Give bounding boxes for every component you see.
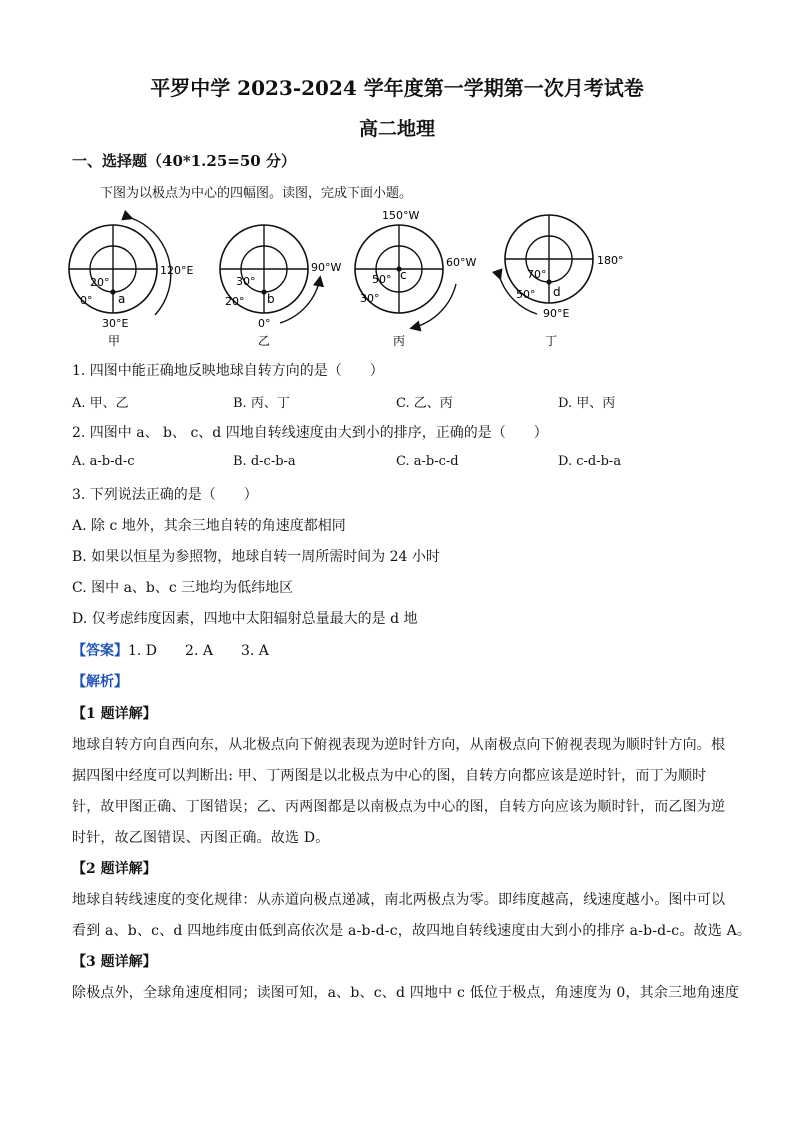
figure-intro: 下图为以极点为中心的四幅图。读图，完成下面小题。 [100, 186, 413, 201]
question-2-option-b: B. d-c-b-a [233, 454, 296, 469]
point-d-dot [546, 279, 551, 284]
answer-value: 1. D 2. A 3. A [128, 643, 269, 659]
label-jia-point: a [118, 292, 126, 306]
detail-1-line-2: 据四图中经度可以判断出: 甲、丁两图是以北极点为中心的图，自转方向都应该是逆时针，而丁为顺时 [72, 768, 707, 784]
label-yi-bottom: 0° [258, 317, 271, 330]
diagram-bing [355, 209, 476, 348]
caption-jia: 甲 [108, 334, 121, 348]
detail-2-line-1: 地球自转线速度的变化规律：从赤道向极点递减，南北两极点为零。即纬度越高，线速度越小。图中可以 [72, 892, 726, 908]
analysis-label: 【解析】 [72, 674, 128, 690]
rotation-arrow-bing [412, 284, 456, 328]
detail-1-line-4: 时针，故乙图错误、丙图正确。故选 D。 [72, 830, 330, 846]
diagram-ding [500, 215, 624, 348]
detail-2-heading: 【2 题详解】 [72, 861, 157, 877]
label-bing-top: 150°W [382, 209, 420, 222]
question-3-option-b: B. 如果以恒星为参照物，地球自转一周所需时间为 24 小时 [72, 549, 440, 565]
caption-yi: 乙 [258, 334, 271, 348]
point-a-dot [110, 289, 115, 294]
question-1-stem: 1. 四图中能正确地反映地球自转方向的是（ ） [72, 363, 384, 379]
answer-line [72, 640, 269, 660]
question-2-option-a: A. a-b-d-c [72, 454, 135, 469]
rotation-arrow-yi [280, 278, 320, 323]
caption-bing: 丙 [393, 334, 406, 348]
question-3-option-a: A. 除 c 地外，其余三地自转的角速度都相同 [72, 518, 346, 534]
detail-1-line-3: 针，故甲图正确、丁图错误；乙、丙两图都是以南极点为中心的图，自转方向应该为顺时针，而乙图为逆 [72, 799, 726, 815]
label-yi-side: 90°W [311, 261, 342, 274]
label-jia-bottom: 30°E [102, 317, 129, 330]
answer-label: 【答案】 [72, 643, 128, 659]
question-3-stem: 3. 下列说法正确的是（ ） [72, 487, 258, 503]
label-yi-point: b [267, 292, 275, 306]
point-b-dot [261, 289, 266, 294]
label-jia-left: 0° [80, 294, 93, 307]
detail-3-heading: 【3 题详解】 [72, 954, 157, 970]
label-bing-inner: 50° [372, 273, 392, 286]
label-bing-side: 60°W [446, 256, 477, 269]
question-1-option-c: C. 乙、丙 [396, 396, 453, 411]
label-ding-inner: 70° [527, 268, 547, 281]
page-subtitle: 高二地理 [358, 118, 435, 140]
label-ding-bottom: 90°E [543, 307, 570, 320]
detail-3-line-1: 除极点外，全球角速度相同；读图可知，a、b、c、d 四地中 c 低位于极点，角速度为 0，其余三地角速度 [72, 985, 740, 1001]
page-title: 平罗中学 2023-2024 学年度第一学期第一次月考试卷 [150, 76, 644, 100]
diagram-yi [220, 225, 341, 348]
detail-1-line-1: 地球自转方向自西向东，从北极点向下俯视表现为逆时针方向，从南极点向下俯视表现为顺时针方向。根 [72, 737, 726, 753]
polar-diagrams-figure [0, 200, 794, 352]
label-ding-point: d [553, 285, 561, 299]
label-ding-outer: 50° [516, 288, 536, 301]
label-yi-inner: 30° [236, 275, 256, 288]
detail-1-heading: 【1 题详解】 [72, 706, 157, 722]
section-heading: 一、选择题（40*1.25=50 分） [72, 152, 296, 170]
detail-2-line-2: 看到 a、b、c、d 四地纬度由低到高依次是 a-b-d-c，故四地自转线速度由大到小的排序 a-b-d-c。故选 A。 [72, 923, 752, 939]
question-3-option-d: D. 仅考虑纬度因素，四地中太阳辐射总量最大的是 d 地 [72, 611, 418, 627]
label-bing-outer: 30° [360, 292, 380, 305]
question-1-option-b: B. 丙、丁 [233, 396, 290, 411]
question-2-option-c: C. a-b-c-d [396, 454, 459, 469]
question-2-option-d: D. c-d-b-a [558, 454, 622, 469]
label-ding-side: 180° [597, 254, 624, 267]
label-jia-lat: 20° [90, 276, 110, 289]
label-bing-point: c [400, 268, 407, 282]
question-1-option-a: A. 甲、乙 [72, 396, 129, 411]
label-jia-side: 120°E [160, 264, 194, 277]
question-1-option-d: D. 甲、丙 [558, 396, 616, 411]
question-2-stem: 2. 四图中 a、 b、 c、d 四地自转线速度由大到小的排序，正确的是（ ） [72, 425, 548, 441]
caption-ding: 丁 [545, 334, 558, 348]
label-yi-outer: 20° [225, 295, 245, 308]
diagram-jia [69, 218, 193, 348]
question-3-option-c: C. 图中 a、b、c 三地均为低纬地区 [72, 580, 294, 596]
